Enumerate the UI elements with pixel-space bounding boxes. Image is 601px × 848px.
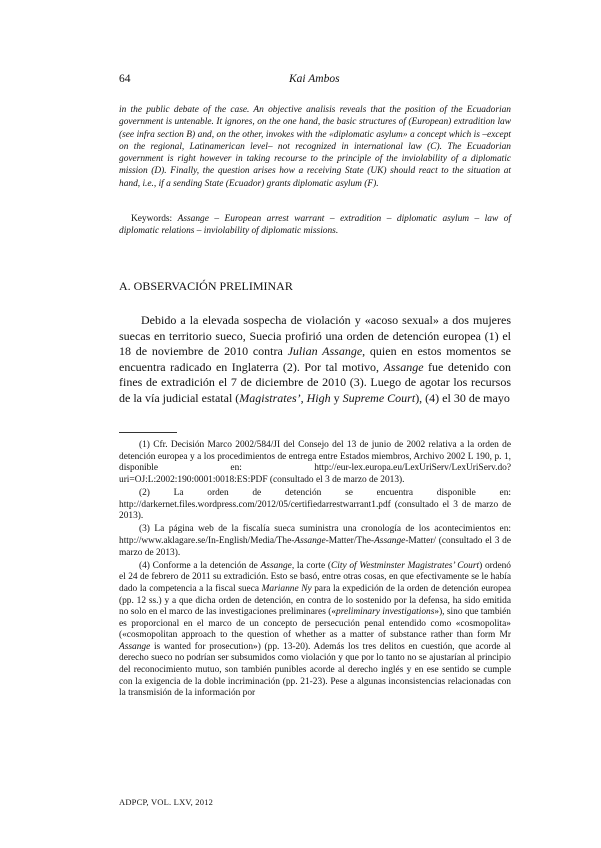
footnote-number: (3) (139, 524, 150, 535)
court-name: Supreme Court (342, 390, 416, 405)
footnote-text: Cfr. Decisión Marco 2002/584/JI del Consejo del 13 de junio de 2002 relativa a la orden de detención europea y a los procedimientos de entrega entre Estados miembros, Archivo 2002 L 190, p. 1, disponible en: http://eur-lex.europa.eu/LexUriServ/LexUriServ.do?uri=OJ:L:2002:190:0001:0018:ES:PDF (consultado el 3 de marzo de 2013). (119, 440, 511, 485)
footnote-number: (1) (139, 440, 150, 450)
footnote-1 (119, 440, 511, 486)
person-name: Assange (383, 359, 424, 374)
footnotes (119, 440, 511, 701)
person-name: Julian Assange (287, 344, 363, 359)
keywords-label: Keywords: (131, 214, 173, 224)
footnote-number: (4) (139, 560, 150, 571)
footnote-number: (2) (139, 487, 150, 498)
footnote-4: (4) Conforme a la detención de Assange, la corte (City of Westminster Magistrates’ Court) ordenó el 24 de febrero de 2011 su extradición. Esto se basó, entre otras cosas, en que efectivamente se le había dado la competencia a la fiscal sueca Marianne Ny para la expedición de la orden de detención europea (pp. 12 ss.) y a que dicha orden de detención, en contra de lo sostenido por la defensa, ha sido emitida no solo en el marco de las investigaciones preliminares («preliminary investigations»), sino que también es proporcional en el marco de un concepto de persecución penal entendido como «cosmopolita» («cosmopolitan approach to the question of whether as a matter of substance rather than form Mr Assange is wanted for prosecution») (pp. 13-20). Además los tres delitos en cuestión, que acorde al derecho sueco no podrían ser subsumidos como violación y que por lo tanto no se ajustarían al principio del reconocimiento mutuo, son también punibles acorde al derecho inglés y en ese sentido se cumple con la exigencia de la doble incriminación (pp. 21-23). Pese a algunas inconsistencias relacionadas con la transmisión de la información por (119, 560, 511, 699)
running-head: Kai Ambos (289, 73, 340, 85)
keywords-list: Assange – European arrest warrant – extradition – diplomatic asylum – law of diplomatic relations – inviolability of diplomatic missions. (119, 214, 512, 237)
keywords (119, 213, 511, 238)
footnote-text: La orden de detención se encuentra disponible en: http://darkernet.files.wordpress.com/2012/05/certifiedarrestwarrant1.pdf (consultado el 3 de marzo de 2013). (119, 487, 511, 522)
abstract-text: in the public debate of the case. An objective analisis reveals that the position of the Ecuadorian government is untenable. It ignores, on the one hand, the basic structures of (European) extradition law (see infra section B) and, on the other, invokes with the «diplomatic asylum» a concept which is –except on the regional, Latinamerican level– not recognized in international law (C). The Ecuadorian government is right however in taking recourse to the principle of the inviolability of a diplomatic mission (D). Finally, the question arises how a receiving State (UK) should react to the situation at hand, i.e., if a sending State (Ecuador) grants diplomatic asylum (F). (119, 105, 511, 189)
footnote-3: (3) La página web de la fiscalía sueca suministra una cronología de los acontecimientos en: http://www.aklagare.se/In-English/Media/The-Assange-Matter/The-Assange-Matter/ (consultado el 3 de marzo de 2013). (119, 524, 512, 558)
section-heading: A. OBSERVACIÓN PRELIMINAR (119, 279, 293, 293)
court-name: Magistrates’, High (239, 390, 331, 405)
footnote-2 (119, 488, 511, 523)
page-footer: ADPCP, VOL. LXV, 2012 (119, 797, 214, 807)
footnote-divider (119, 432, 177, 433)
page-number: 64 (119, 73, 131, 85)
body-paragraph: Debido a la elevada sospecha de violación y «acoso sexual» a dos mujeres suecas en territorio sueco, Suecia profirió una orden de detención europea (1) el 18 de noviembre de 2010 contra Julian Assange, quien en estos momentos se encuentra radicado en Inglaterra (2). Por tal motivo, Assange fue detenido con fines de extradición el 7 de diciembre de 2010 (3). Luego de agotar los recursos de la vía judicial estatal (Magistrates’, High y Supreme Court), (4) el 30 de mayo (119, 313, 512, 405)
page-header (119, 73, 511, 89)
